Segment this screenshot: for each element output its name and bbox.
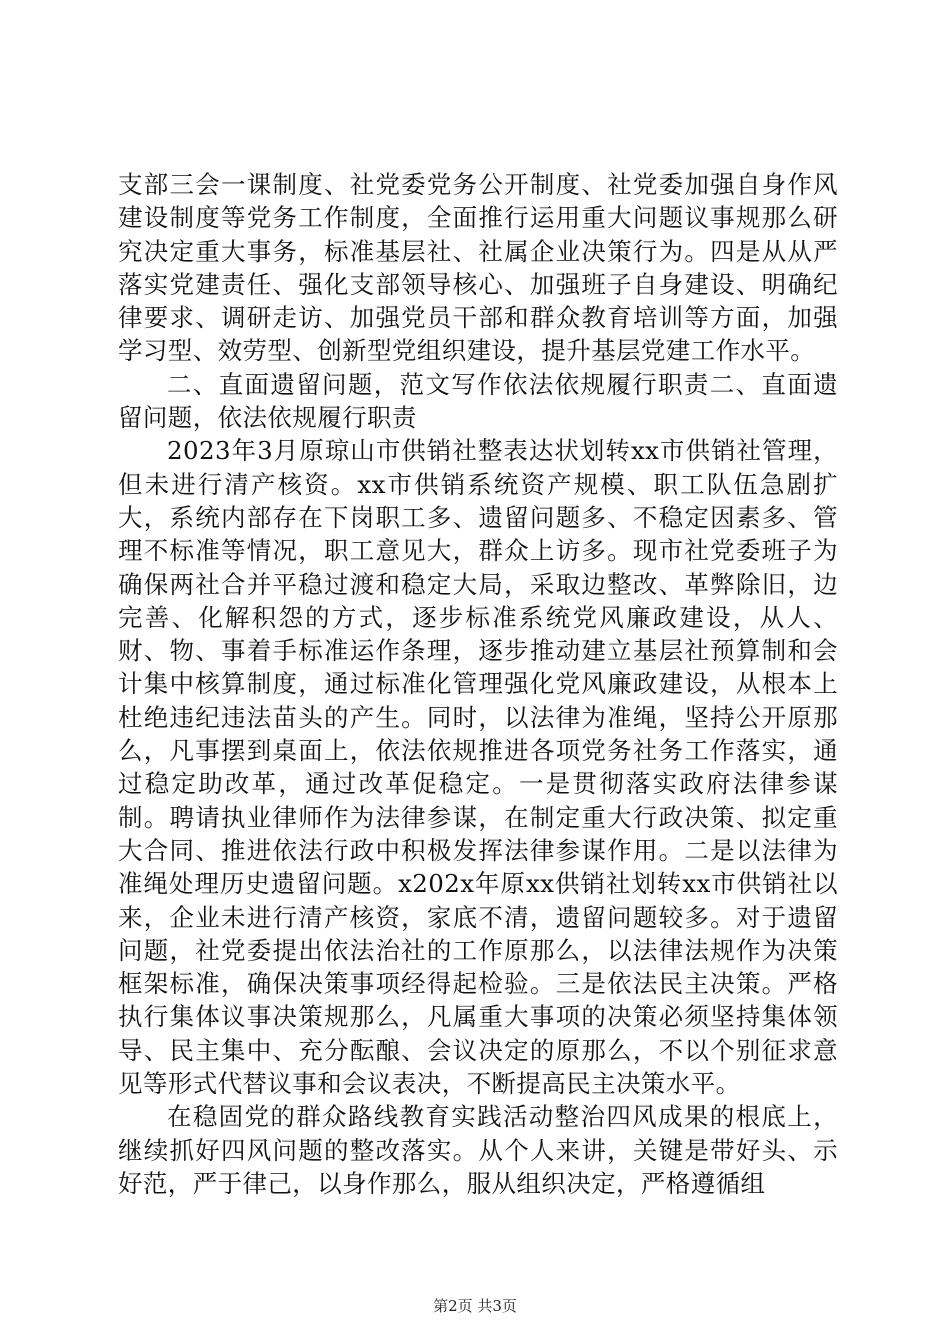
paragraph-1: 支部三会一课制度、社党委党务公开制度、社党委加强自身作风建设制度等党务工作制度，全面推行运用重大问题议事规那么研究决定重大事务，标准基层社、社属企业决策行为。四是从从严落实党建责任、强化支部领导核心、加强班子自身建设、明确纪律要求、调研走访、加强党员干部和群众教育培训等方面，加强学习型、效劳型、创新型党组织建设，提升基层党建工作水平。 [118, 170, 838, 366]
section-heading-2: 二、直面遗留问题，范文写作依法依规履行职责二、直面遗留问题，依法依规履行职责 [118, 369, 838, 433]
body-text [118, 168, 838, 1200]
paragraph-4: 在稳固党的群众路线教育实践活动整治四风成果的根底上，继续抓好四风问题的整改落实。从个人来讲，关键是带好头、示好范，严于律己，以身作那么，服从组织决定，严格遵循组 [118, 1102, 838, 1198]
page-footer: 第2页 共3页 [433, 1297, 517, 1315]
paragraph-3: 2023年3月原琼山市供销社整表达状划转xx市供销社管理，但未进行清产核资。xx市供销系统资产规模、职工队伍急剧扩大，系统内部存在下岗职工多、遗留问题多、不稳定因素多、管理不标准等情况，职工意见大，群众上访多。现市社党委班子为确保两社合并平稳过渡和稳定大局，采取边整改、革弊除旧，边完善、化解积怨的方式，逐步标准系统党风廉政建设，从人、财、物、事着手标准运作条理，逐步推动建立基层社预算制和会计集中核算制度，通过标准化管理强化党风廉政建设，从根本上杜绝违纪违法苗头的产生。同时，以法律为准绳，坚持公开原那么，凡事摆到桌面上，依法依规推进各项党务社务工作落实，通过稳定助改革，通过改革促稳定。一是贯彻落实政府法律参谋制。聘请执业律师作为法律参谋，在制定重大行政决策、拟定重大合同、推进依法行政中积极发挥法律参谋作用。二是以法律为准绳处理历史遗留问题。x202x年原xx供销社划转xx市供销社以来，企业未进行清产核资，家底不清，遗留问题较多。对于遗留问题，社党委提出依法治社的工作原那么，以法律法规作为决策框架标准，确保决策事项经得起检验。三是依法民主决策。严格执行集体议事决策规那么，凡属重大事项的决策必须坚持集体领导、民主集中、充分酝酿、会议决定的原那么，不以个别征求意见等形式代替议事和会议表决，不断提高民主决策水平。 [118, 436, 838, 1099]
